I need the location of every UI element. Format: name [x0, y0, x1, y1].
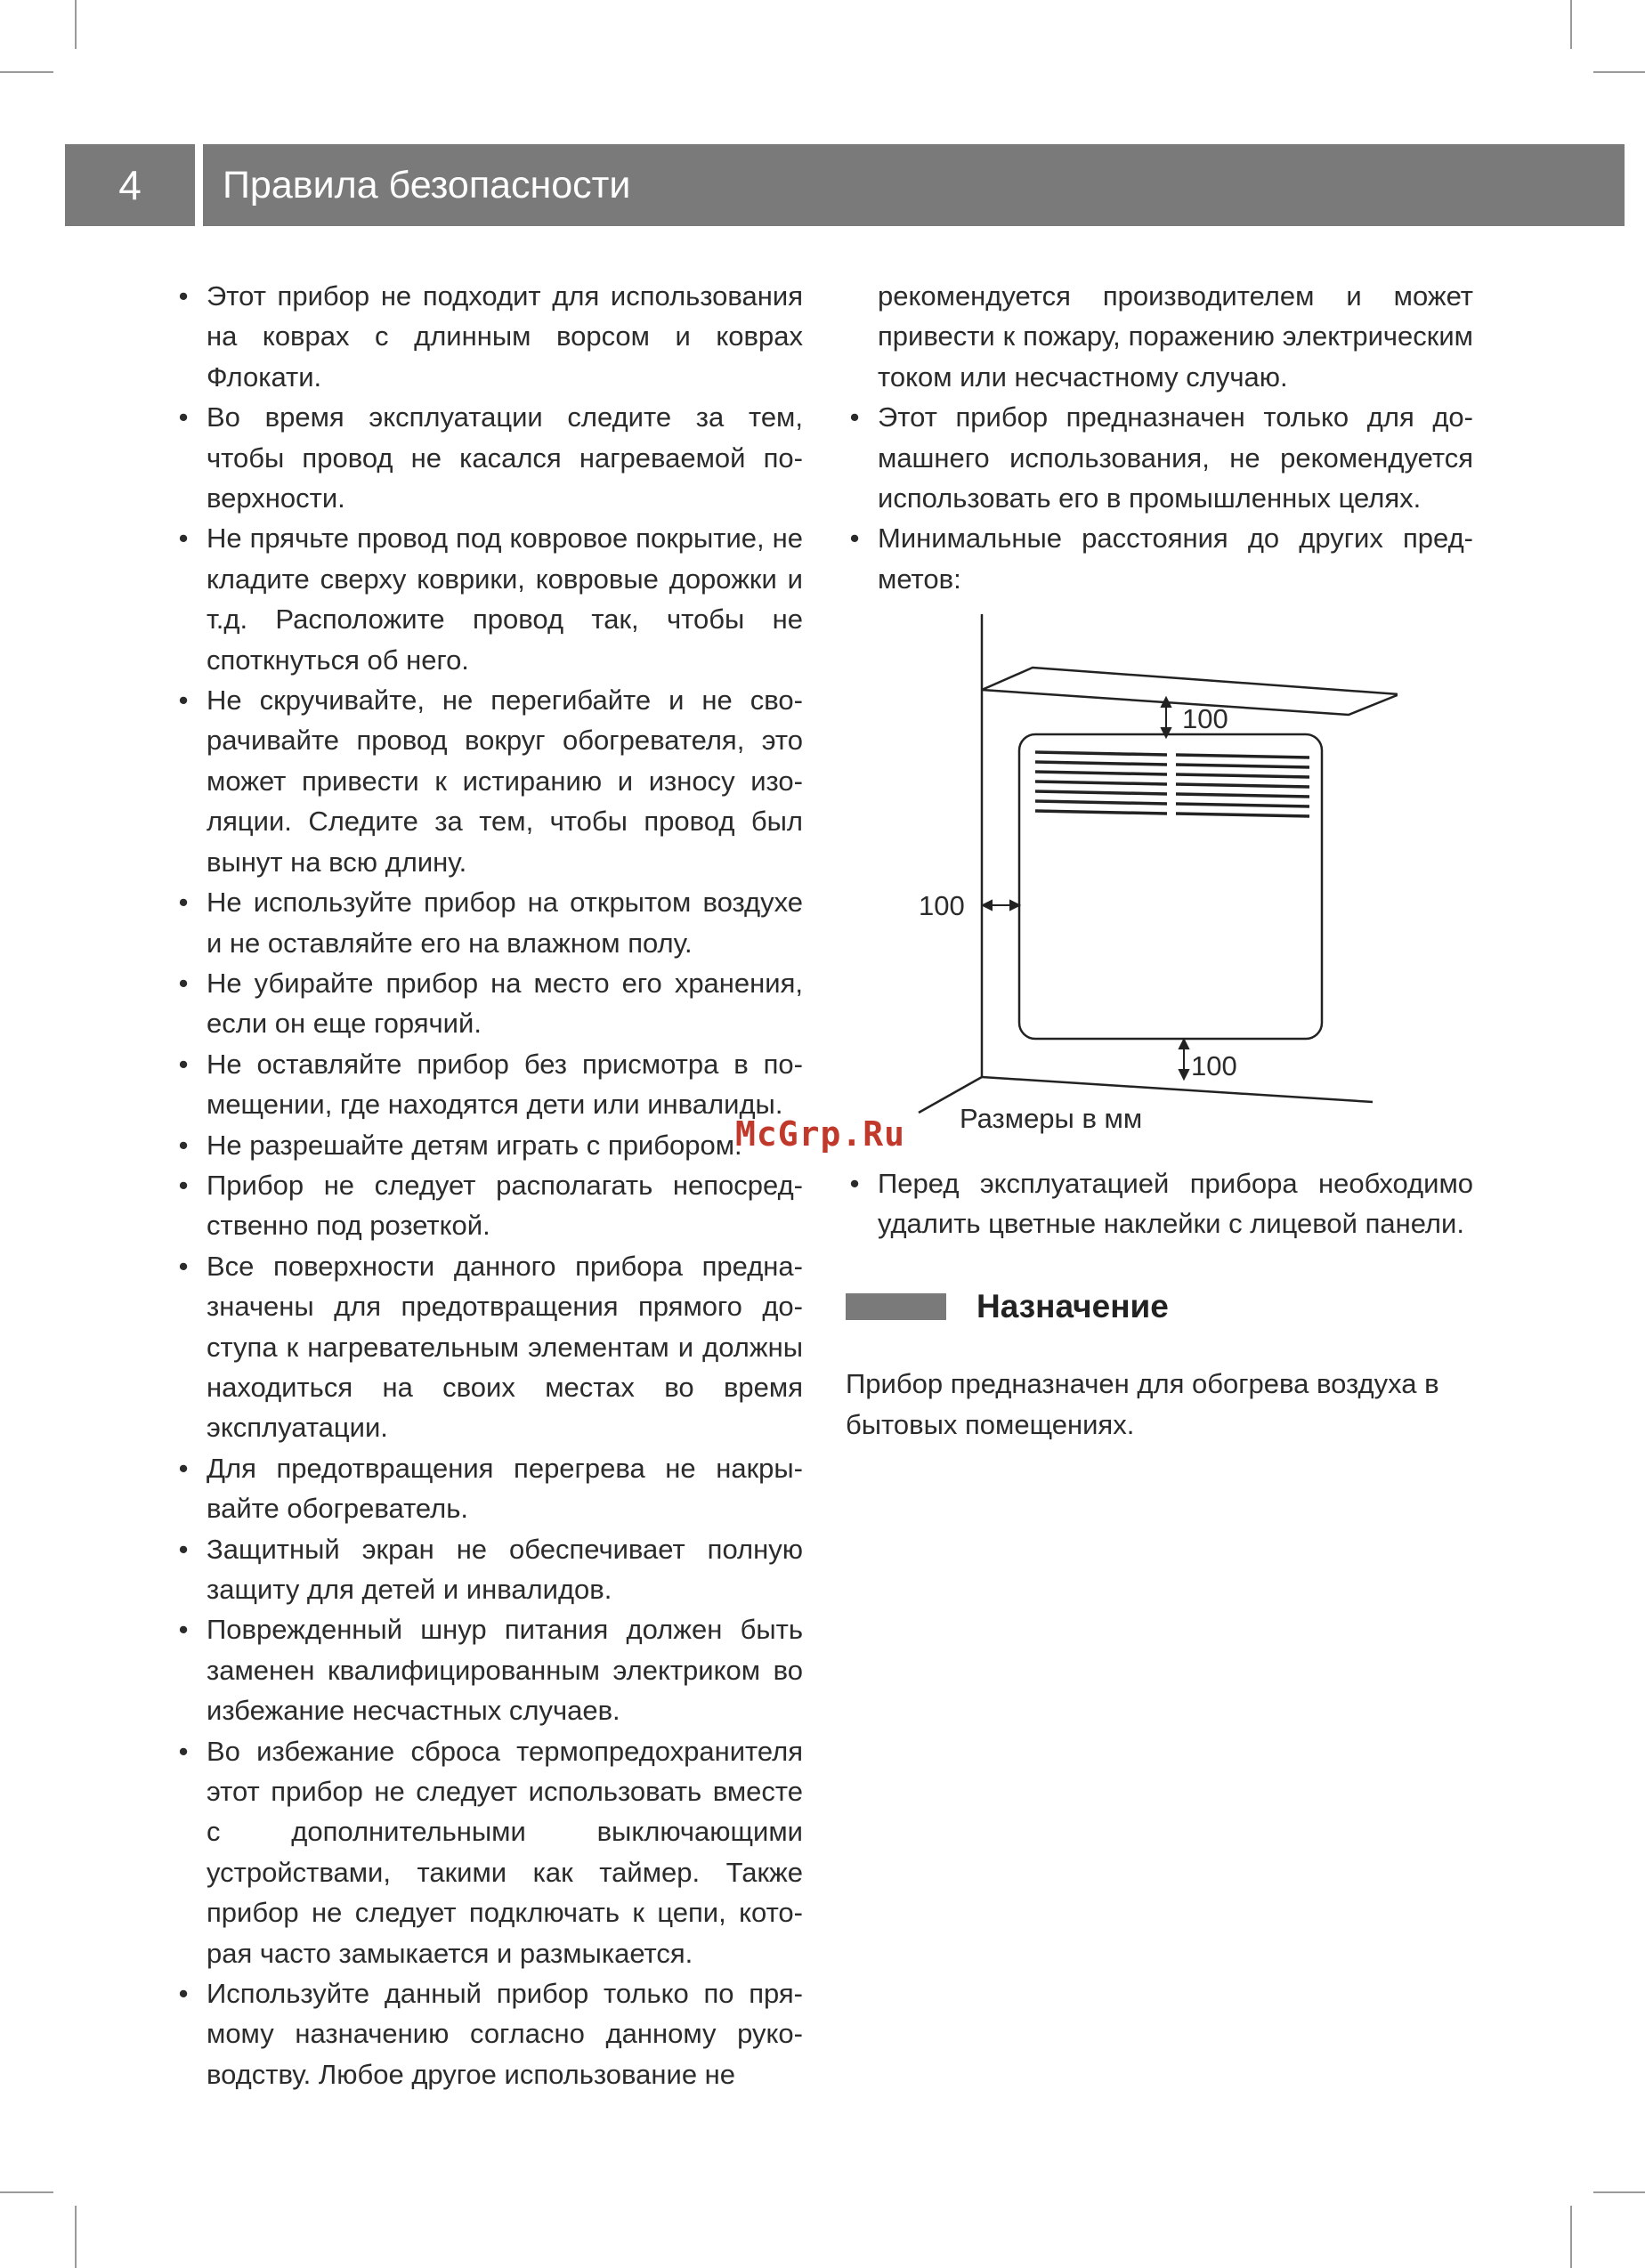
section-heading	[846, 1282, 1473, 1331]
crop-mark	[1570, 0, 1572, 49]
right-lower-block	[846, 1163, 1473, 1244]
right-bullet-list-lower	[846, 1163, 1473, 1244]
side-clearance-label: 100	[919, 890, 965, 921]
list-item	[178, 1125, 803, 1165]
list-item	[849, 518, 1473, 599]
list-item	[178, 680, 803, 882]
bullet: •	[178, 887, 189, 919]
crop-mark	[1593, 71, 1645, 73]
page-number: 4	[65, 144, 195, 226]
bullet: •	[178, 1169, 189, 1201]
bullet: •	[178, 1129, 189, 1161]
section-marker	[846, 1293, 946, 1320]
continued-text: рекомендуется производителем и может привести к пожару, поражению электрическим током или несчастному случаю.	[878, 280, 1473, 393]
floor-line	[982, 1077, 1373, 1102]
bullet: •	[178, 1735, 189, 1767]
right-bullet-list	[846, 397, 1473, 599]
bullet: •	[178, 1533, 189, 1565]
arrow-head	[1179, 1040, 1188, 1049]
list-item-text: Перед эксплуатацией прибора необходимо удалить цветные наклейки с лицевой панели.	[878, 1168, 1473, 1240]
bullet: •	[178, 280, 189, 312]
bullet: •	[178, 1048, 189, 1080]
section-paragraph: Прибор предназначен для обогрева воздуха в бытовых помещениях.	[846, 1368, 1439, 1440]
crop-mark	[1570, 2206, 1572, 2268]
list-item-text: Этот прибор предназначен только для домашнего использования, не рекомендуется использовать его в промышленных целях.	[878, 401, 1473, 514]
list-item-text: Прибор не следует располагать непосредственно под розеткой.	[207, 1169, 803, 1242]
list-item	[178, 1529, 803, 1610]
arrow-head	[1179, 1070, 1188, 1079]
right-column	[846, 276, 1473, 599]
clearance-diagram	[899, 605, 1398, 1139]
crop-mark	[0, 71, 53, 73]
crop-mark	[75, 2206, 77, 2268]
list-item-text: Во избежание сброса термопредохранителя этот прибор не следует использовать вместе с дополнительными выключающими устройствами, такими как таймер. Также прибор не следует подключать к цепи, которая часто замыкается и размыкается.	[207, 1735, 803, 1969]
watermark: McGrp.Ru	[735, 1114, 906, 1154]
section-title: Назначение	[976, 1287, 1169, 1324]
list-item-text: Все поверхности данного прибора предназначены для предотвращения прямого доступа к нагревательным элементам и должны находиться на своих местах во время эксплуатации.	[207, 1250, 803, 1444]
heater-body	[1019, 734, 1322, 1039]
list-item-text: Поврежденный шнур питания должен быть заменен квалифицированным электриком во избежание несчастных случаев.	[207, 1614, 803, 1727]
clearance-diagram-svg	[899, 605, 1398, 1139]
list-item	[178, 397, 803, 518]
bullet: •	[178, 1978, 189, 2010]
list-item	[178, 1044, 803, 1125]
left-bullet-list	[174, 276, 803, 2094]
bullet: •	[849, 401, 860, 433]
list-item-text: Не оставляйте прибор без присмотра в помещении, где находятся дети или инвалиды.	[207, 1048, 803, 1121]
list-item-text: Не разрешайте детям играть с прибором.	[207, 1129, 742, 1161]
list-item	[178, 882, 803, 963]
list-item-text: Не убирайте прибор на место его хранения, если он еще горячий.	[207, 967, 803, 1040]
list-item-text: Минимальные расстояния до других предметов:	[878, 522, 1473, 595]
list-item	[849, 1163, 1473, 1244]
list-item-text: Не прячьте провод под ковровое покрытие, не кладите сверху коврики, ковровые дорожки и т.д. Расположите провод так, чтобы не споткнуться об него.	[207, 522, 803, 676]
bullet: •	[178, 1614, 189, 1646]
list-item-text: Не скручивайте, не перегибайте и не сворачивайте провод вокруг обогревателя, это может привести к истиранию и износу изоляции. Следите за тем, чтобы провод был вынут на всю длину.	[207, 684, 803, 878]
list-item-text: Используйте данный прибор только по прямому назначению согласно данному руководству. Любое другое использование не	[207, 1978, 803, 2090]
list-item	[178, 1246, 803, 1448]
bullet: •	[178, 522, 189, 555]
list-item-text: Не используйте прибор на открытом воздухе и не оставляйте его на влажном полу.	[207, 887, 803, 959]
list-item	[849, 397, 1473, 518]
bullet: •	[178, 401, 189, 433]
list-item	[178, 276, 803, 397]
bullet: •	[178, 1250, 189, 1282]
page-title: Правила безопасности	[203, 144, 1625, 226]
list-item	[178, 1731, 803, 1973]
bullet: •	[178, 967, 189, 999]
list-item	[178, 1609, 803, 1730]
bullet: •	[178, 1452, 189, 1484]
crop-mark	[75, 0, 77, 49]
diagram-caption: Размеры в мм	[960, 1103, 1143, 1134]
arrow-head	[1162, 698, 1171, 707]
list-item	[178, 1165, 803, 1246]
arrow-head	[983, 901, 992, 910]
list-item	[178, 963, 803, 1044]
crop-mark	[1593, 2191, 1645, 2193]
list-item-text: Во время эксплуатации следите за тем, чтобы провод не касался нагреваемой поверхности.	[207, 401, 803, 514]
list-item-text: Для предотвращения перегрева не накрывайте обогреватель.	[207, 1452, 803, 1525]
list-item	[178, 1973, 803, 2094]
bullet: •	[178, 684, 189, 717]
list-item	[178, 518, 803, 680]
left-column	[174, 276, 803, 2094]
bullet: •	[849, 522, 860, 555]
list-item-text: Этот прибор не подходит для использования на коврах с длинным ворсом и коврах Флокати.	[207, 280, 803, 393]
list-item	[178, 1448, 803, 1529]
bottom-clearance-label: 100	[1191, 1050, 1237, 1081]
list-item-text: Защитный экран не обеспечивает полную защиту для детей и инвалидов.	[207, 1533, 803, 1605]
top-clearance-label: 100	[1182, 703, 1228, 734]
arrow-head	[1010, 901, 1019, 910]
arrow-head	[1162, 728, 1171, 737]
crop-mark	[0, 2191, 53, 2193]
heater-grille	[1035, 752, 1309, 816]
bullet: •	[849, 1168, 860, 1199]
